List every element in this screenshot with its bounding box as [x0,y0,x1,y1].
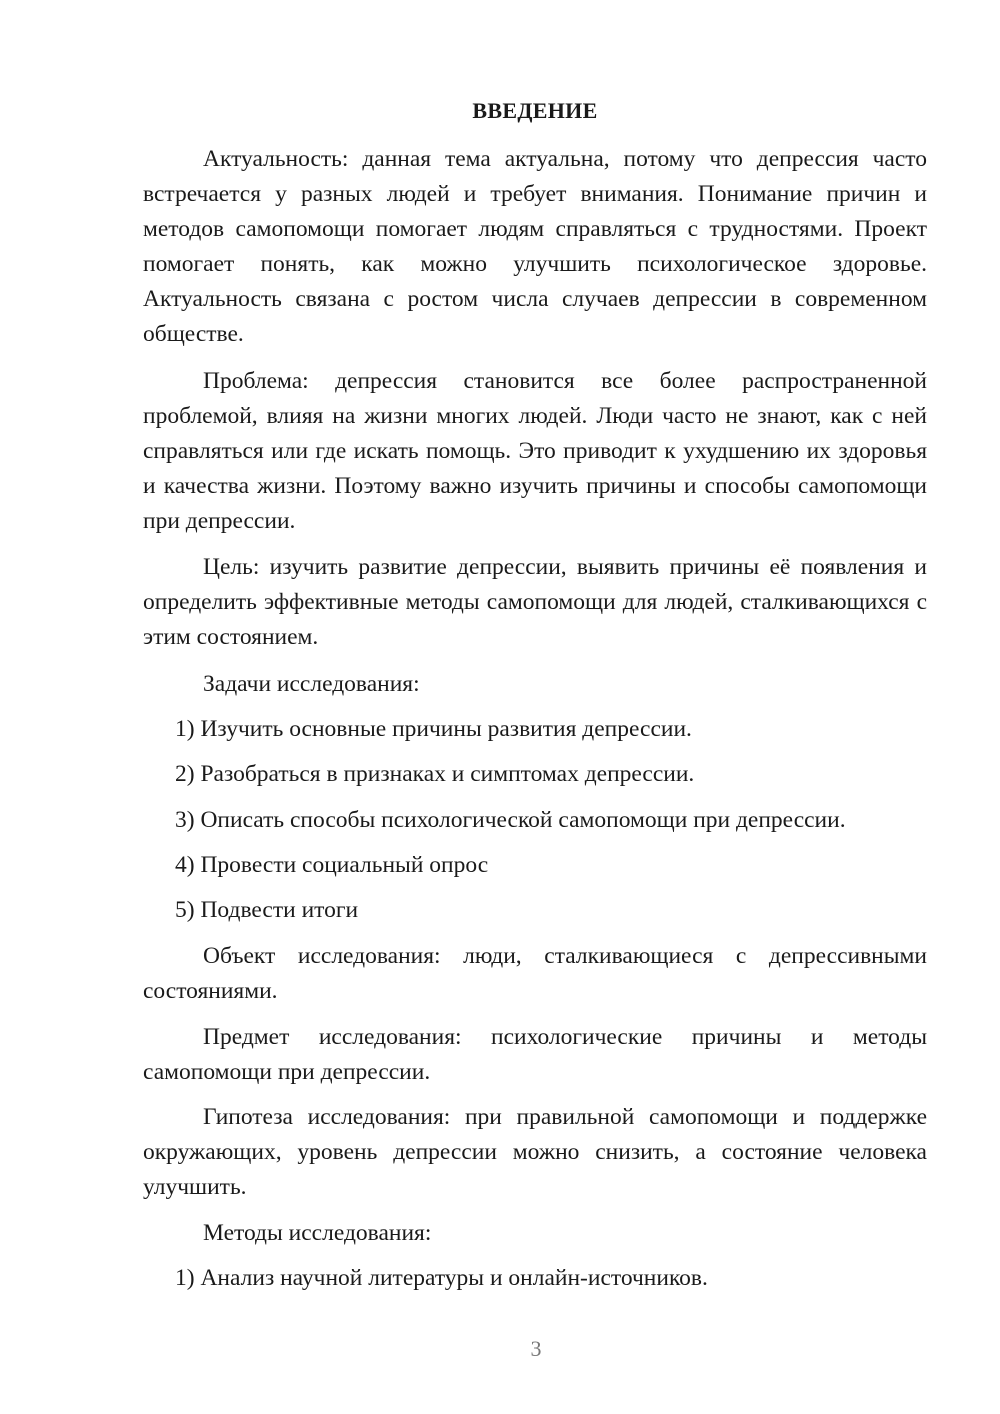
subject-paragraph: Предмет исследования: психологические причины и методы самопомощи при депрессии. [143,1024,927,1085]
relevance-paragraph: Актуальность: данная тема актуальна, потому что депрессия часто встречается у разных людей и требует внимания. Понимание причин и методов самопомощи помогает людям справляться с трудностями. Проект помогает понять, как можно улучшить психологическое здоровье. Актуальность связана с ростом числа случаев депрессии в современном обществе. [143,146,927,347]
task-item: 4) Провести социальный опрос [175,852,489,878]
page-title: ВВЕДЕНИЕ [472,98,598,123]
goal-paragraph: Цель: изучить развитие депрессии, выявить причины её появления и определить эффективные методы самопомощи для людей, сталкивающихся с этим состоянием. [143,554,927,650]
method-item: 1) Анализ научной литературы и онлайн-источников. [175,1265,708,1291]
methods-heading: Методы исследования: [203,1220,432,1246]
hypothesis-paragraph: Гипотеза исследования: при правильной самопомощи и поддержке окружающих, уровень депрессии можно снизить, а состояние человека улучшить. [143,1104,927,1200]
task-item: 3) Описать способы психологической самопомощи при депрессии. [175,807,846,833]
page-number: 3 [530,1336,542,1361]
problem-paragraph: Проблема: депрессия становится все более распространенной проблемой, влияя на жизни многих людей. Люди часто не знают, как с ней справляться или где искать помощь. Это приводит к ухудшению их здоровья и качества жизни. Поэтому важно изучить причины и способы самопомощи при депрессии. [143,368,927,534]
task-item: 2) Разобраться в признаках и симптомах депрессии. [175,761,695,787]
tasks-heading: Задачи исследования: [203,671,420,697]
task-item: 1) Изучить основные причины развития депрессии. [175,716,692,742]
object-paragraph: Объект исследования: люди, сталкивающиеся с депрессивными состояниями. [143,943,927,1004]
task-item: 5) Подвести итоги [175,897,359,923]
